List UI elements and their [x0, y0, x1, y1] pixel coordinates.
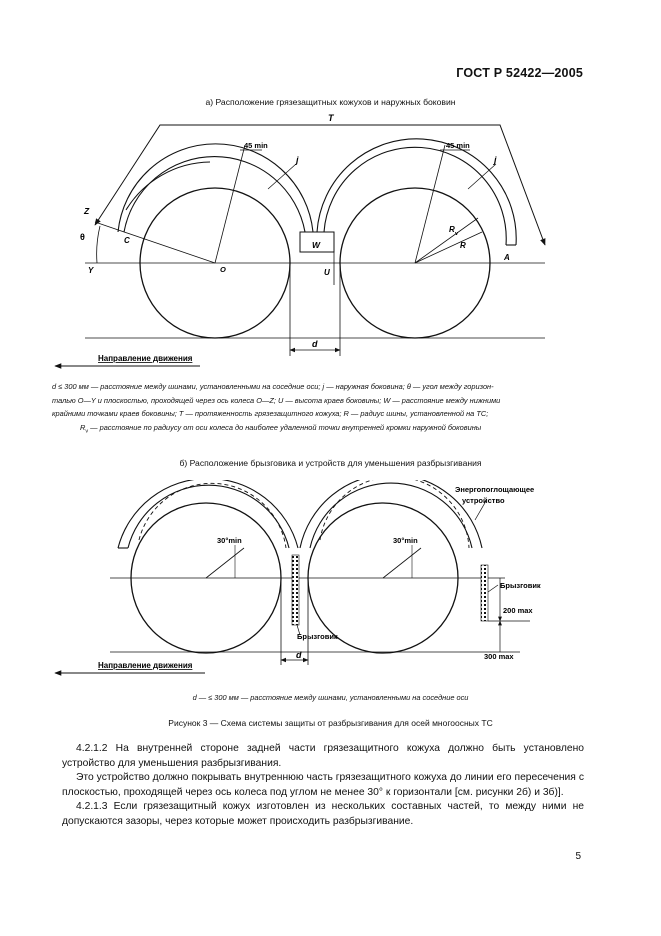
label-energy-1: Энергопоглощающее — [455, 485, 535, 494]
legend-line: талью O—Y и плоскостью, проходящей через ось колеса O—Z; U — высота краев боковины; W — расстояние между нижними — [52, 395, 501, 405]
label-200max: 200 max — [503, 606, 533, 615]
figure-b-diagram — [0, 480, 661, 685]
label-30min-right: 30°min — [393, 536, 418, 545]
paragraph: 4.2.1.3 Если грязезащитный кожух изготовлен из нескольких составных частей, то между ними не допускаются зазоры, через которые может происходить разбрызгивание. — [62, 801, 584, 827]
label-R: R — [460, 241, 466, 250]
figure-a-legend — [52, 380, 612, 438]
legend-line: $R_v$ — расстояние по радиусу от оси колеса до наиболее удаленной точки внутренней кромки наружной боковины — [80, 422, 482, 434]
paragraph: 4.2.1.2 На внутренней стороне задней части грязезащитного кожуха должно быть установлено устройство для уменьшения разбрызгивания. — [62, 743, 584, 769]
radius-line-right — [415, 145, 445, 263]
figure-a-subtitle: а) Расположение грязезащитных кожухов и наружных боковин — [205, 97, 456, 107]
legend-line: крайними точками краев боковины; T — протяженность грязезащитного кожуха; R — радиус шины, установленной на ТС; — [52, 409, 489, 418]
label-U: U — [324, 268, 330, 277]
label-mudflap-left: Брызговик — [297, 632, 338, 641]
mudflap-right — [481, 565, 488, 621]
label-j-left: j — [296, 155, 299, 165]
label-Rv: R — [449, 225, 455, 234]
label-T: T — [328, 113, 334, 123]
right-fender — [317, 139, 516, 245]
label-W: W — [312, 240, 321, 250]
radius-line-left — [215, 145, 245, 263]
body-text — [62, 742, 584, 830]
label-Y: Y — [88, 266, 94, 275]
label-energy-2: устройство — [462, 496, 505, 505]
label-30min-left: 30°min — [217, 536, 242, 545]
T-dimension — [95, 125, 545, 245]
label-j-right: j — [494, 155, 497, 165]
label-d: d — [312, 339, 318, 349]
label-C: C — [124, 236, 130, 245]
label-45min-left: 45 min — [244, 141, 268, 150]
figure-a-diagram — [0, 110, 661, 375]
direction-label: Направление движения — [98, 354, 193, 363]
label-O: O — [220, 265, 226, 274]
direction-label: Направление движения — [98, 661, 193, 670]
figure-b-subtitle: б) Расположение брызговика и устройств для уменьшения разбрызгивания — [179, 458, 482, 468]
figure-caption: Рисунок 3 — Схема системы защиты от разбрызгивания для осей многоосных ТС — [168, 718, 493, 728]
label-d: d — [296, 650, 302, 660]
label-theta: θ — [80, 232, 85, 242]
legend-line: d ≤ 300 мм — расстояние между шинами, установленными на соседние оси; j — наружная боковина; θ — угол между горизон- — [52, 382, 494, 391]
paragraph: Это устройство должно покрывать внутреннюю часть грязезащитного кожуха до линии его пересечения с плоскостью, проходящей через ось колеса под углом не менее 30° к горизонтали [см. рисунки 2б) и 3б)]. — [62, 772, 584, 798]
label-300max: 300 max — [484, 652, 514, 661]
document-header: ГОСТ Р 52422—2005 — [456, 66, 583, 80]
label-45min-right: 45 min — [446, 141, 470, 150]
label-mudflap-right: Брызговик — [500, 581, 541, 590]
label-Z: Z — [84, 206, 90, 216]
figure-b-legend: d — ≤ 300 мм — расстояние между шинами, установленными на соседние оси — [192, 693, 469, 702]
label-A: A — [504, 253, 510, 262]
page-number: 5 — [575, 851, 581, 862]
label-Rv-sub: v — [455, 231, 459, 237]
mudflap-left — [292, 555, 299, 625]
